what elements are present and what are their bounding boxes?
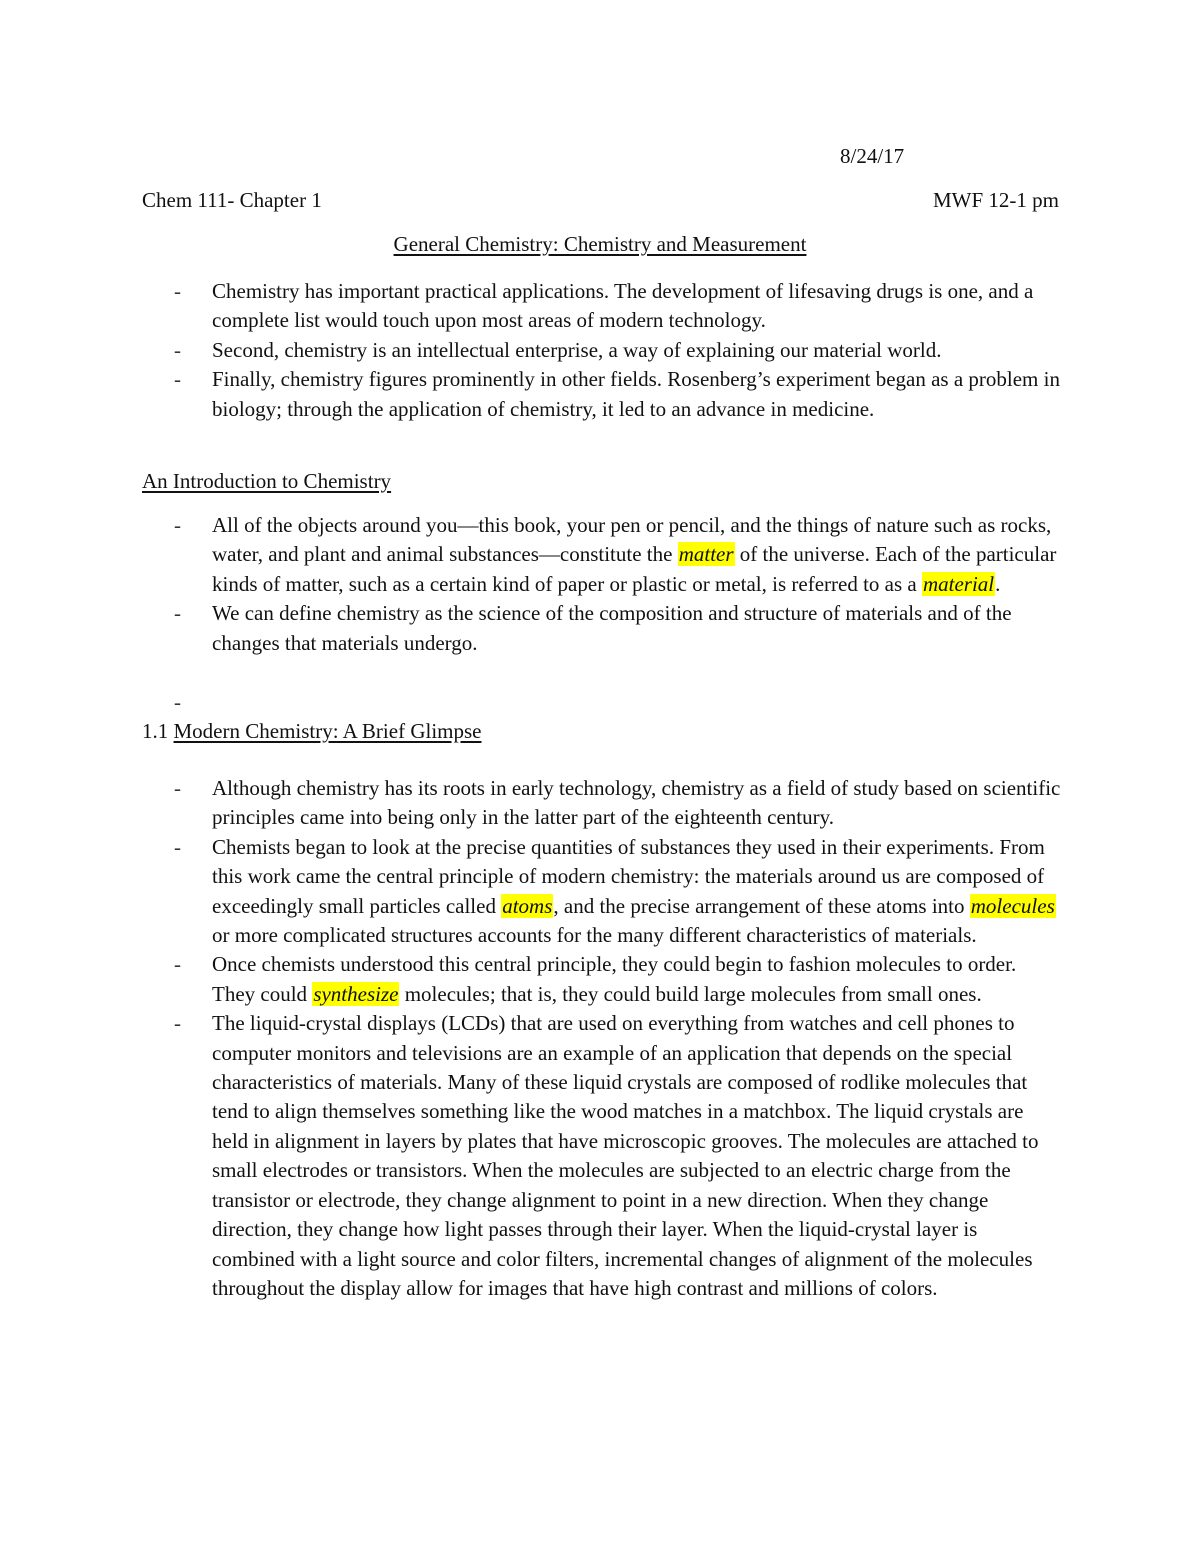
list-item bbox=[142, 277, 1062, 336]
page-title bbox=[0, 230, 1200, 259]
highlighted-term-atoms: atoms bbox=[502, 893, 553, 918]
section-heading-text: Modern Chemistry: A Brief Glimpse bbox=[173, 719, 482, 743]
text-segment: Once chemists understood this central principle, they could begin to fashion molecules to order. They could bbox=[212, 952, 1017, 1006]
highlighted-term-synthesize: synthesize bbox=[313, 981, 399, 1006]
list-item bbox=[142, 365, 1062, 424]
list-item-text: We can define chemistry as the science of the composition and structure of materials and of the changes that materials undergo. bbox=[212, 601, 1012, 655]
section-heading bbox=[142, 717, 481, 746]
bullet-dash: - bbox=[174, 1011, 181, 1036]
empty-bullet-dash: - bbox=[174, 690, 181, 714]
note-date: 8/24/17 bbox=[840, 144, 905, 168]
bullet-dash: - bbox=[174, 279, 181, 303]
bullet-dash: - bbox=[174, 776, 181, 800]
text-segment: molecules; that is, they could build large molecules from small ones. bbox=[404, 981, 982, 1006]
list-item-text: Chemistry has important practical applications. The development of lifesaving drugs is one, and a complete list would touch upon most areas of modern technology. bbox=[212, 279, 1034, 333]
list-item bbox=[142, 950, 1062, 1009]
bullet-dash: - bbox=[174, 601, 181, 626]
highlighted-term-matter: matter bbox=[678, 542, 734, 567]
list-item-text: Although chemistry has its roots in early technology, chemistry as a field of study based on scientific principles came into being only in the latter part of the eighteenth century. bbox=[212, 776, 1061, 830]
list-item bbox=[142, 599, 1062, 658]
bullet-dash: - bbox=[174, 367, 181, 392]
intro-bullet-list bbox=[142, 277, 1062, 424]
section-heading bbox=[142, 467, 391, 496]
text-segment: , and the precise arrangement of these atoms into bbox=[553, 893, 965, 918]
list-item bbox=[142, 511, 1062, 599]
text-segment: of the universe. Each of the particular kinds of matter, such as a certain kind of paper or plastic or metal, is referred to as a bbox=[212, 542, 1057, 596]
bullet-dash: - bbox=[174, 513, 181, 537]
page-title-text: General Chemistry: Chemistry and Measurement bbox=[393, 232, 807, 256]
list-item-text: The liquid-crystal displays (LCDs) that are used on everything from watches and cell phones to computer monitors and televisions are an example of an application that depends on the special characteristics of materials. Many of these liquid crystals are composed of rodlike molecules that tend to align themselves something like the wood matches in a matchbox. The liquid crystals are held in alignment in layers by plates that have microscopic grooves. The molecules are attached to small electrodes or transistors. When the molecules are subjected to an electric charge from the transistor or electrode, they change alignment to point in a new direction. When they change direction, they change how light passes through their layer. When the liquid-crystal layer is combined with a light source and color filters, incremental changes of alignment of the molecules throughout the display allow for images that have high contrast and millions of colors. bbox=[212, 1011, 1039, 1300]
section-heading-text: An Introduction to Chemistry bbox=[142, 469, 392, 493]
highlighted-term-molecules: molecules bbox=[970, 893, 1055, 918]
list-item bbox=[142, 336, 1062, 365]
highlighted-term-material: material bbox=[922, 571, 995, 596]
chemistry-intro-list bbox=[142, 511, 1062, 658]
list-item bbox=[142, 1009, 1062, 1303]
list-item-text: Second, chemistry is an intellectual enterprise, a way of explaining our material world. bbox=[212, 337, 942, 362]
bullet-dash: - bbox=[174, 834, 181, 859]
text-segment: Chemists began to look at the precise quantities of substances they used in their experiments. From this work came the central principle of modern chemistry: the materials around us are composed of exceedingly small particles called bbox=[212, 834, 1045, 918]
text-segment: or more complicated structures accounts for the many different characteristics of materials. bbox=[212, 923, 977, 948]
course-label: Chem 111- Chapter 1 bbox=[142, 188, 322, 212]
bullet-dash: - bbox=[174, 337, 181, 362]
bullet-dash: - bbox=[174, 952, 181, 977]
section-number: 1.1 bbox=[142, 719, 169, 743]
list-item bbox=[142, 774, 1062, 833]
text-segment: All of the objects around you—this book, your pen or pencil, and the things of nature such as rocks, water, and plant and animal substances—constitute the bbox=[212, 513, 1052, 567]
list-item bbox=[142, 833, 1062, 951]
list-item-text: Finally, chemistry figures prominently in other fields. Rosenberg’s experiment began as a problem in biology; through the application of chemistry, it led to an advance in medicine. bbox=[212, 367, 1060, 421]
class-schedule: MWF 12-1 pm bbox=[933, 188, 1059, 212]
text-segment: . bbox=[995, 571, 1001, 596]
modern-chemistry-list bbox=[142, 774, 1062, 1303]
